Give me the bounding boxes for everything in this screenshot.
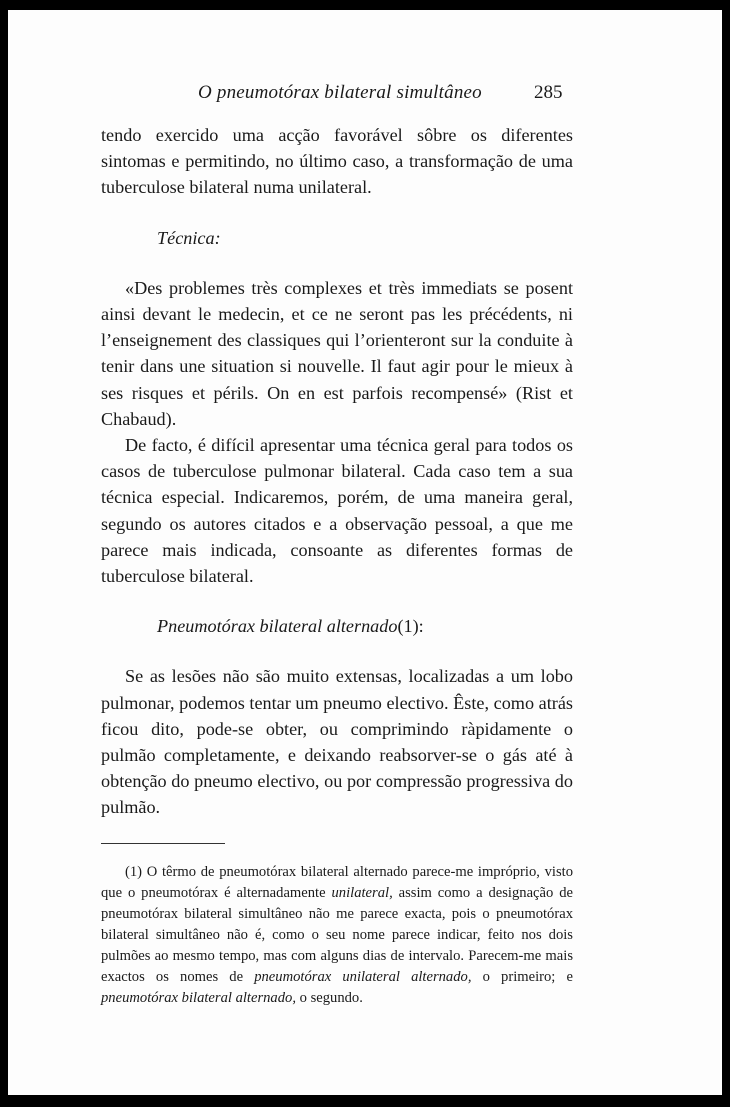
section-title-alternado bbox=[157, 613, 573, 639]
running-title: O pneumotórax bilateral simultâneo bbox=[198, 82, 482, 103]
footnote-divider bbox=[101, 843, 225, 844]
book-page bbox=[8, 10, 722, 1095]
paragraph-technique: De facto, é difícil apresentar uma técnica geral para todos os casos de tuberculose pulmonar bilateral. Cada caso tem a sua técnica especial. Indicaremos, porém, de uma maneira geral, segundo os autores citados e a observação pessoal, a que me parece mais indicada, consoante as diferentes formas de tuberculose bilateral. bbox=[101, 435, 573, 587]
page-header bbox=[8, 82, 722, 112]
footnote-emphasis-1: unilateral, bbox=[331, 884, 393, 901]
footnote-text-4: o segundo. bbox=[295, 989, 363, 1006]
footnote-emphasis-3: pneumotórax bilateral alternado, bbox=[101, 989, 296, 1006]
footnote-emphasis-2: pneumotórax unilateral alternado, bbox=[254, 968, 472, 985]
footnote-text-2: assim como a designação de pneumotórax bilateral simultâneo não me parece exacta, pois o pneumotórax bilateral simultâneo não é, como o seu nome parece indicar, feito nos dois pulmões ao mesmo tempo, mas com alguns dias de intervalo. Parecem-me mais exactos os nomes de bbox=[101, 884, 573, 985]
footnote bbox=[101, 862, 573, 1009]
paragraph-pneumo-electivo: Se as lesões não são muito extensas, localizadas a um lobo pulmonar, podemos tentar um pneumo electivo. Êste, como atrás ficou dito, pode-se obter, ou comprimindo ràpidamente o pulmão completamente, e deixando reabsorver-se o gás até à obtenção do pneumo electivo, ou por compressão progressiva do pulmão. bbox=[101, 666, 573, 818]
page-number: 285 bbox=[534, 82, 563, 103]
footnote-text-3: o primeiro; e bbox=[471, 968, 573, 985]
footnote-text-1: (1) O têrmo de pneumotórax bilateral alternado parece-me impróprio, visto que o pneumotórax é alternadamente bbox=[101, 863, 573, 901]
paragraph-quote: «Des problemes très complexes et très immediats se posent ainsi devant le medecin, et ce ne seront pas les précédents, ni l’enseignement des classiques qui l’orienteront sur la conduite à tenir dans une situation si nouvelle. Il faut agir pour le mieux à ses risques et périls. On en est parfois recompensé» (Rist et Chabaud). bbox=[101, 277, 573, 429]
section-title-tecnica: Técnica: bbox=[157, 227, 221, 248]
section-title-text: Pneumotórax bilateral alternado bbox=[157, 616, 398, 637]
paragraph-continuation: tendo exercido uma acção favorável sôbre os diferentes sintomas e permitindo, no último caso, a transformação de uma tuberculose bilateral numa unilateral. bbox=[101, 125, 573, 198]
page-body bbox=[101, 122, 573, 1009]
footnote-reference: (1): bbox=[397, 616, 424, 637]
